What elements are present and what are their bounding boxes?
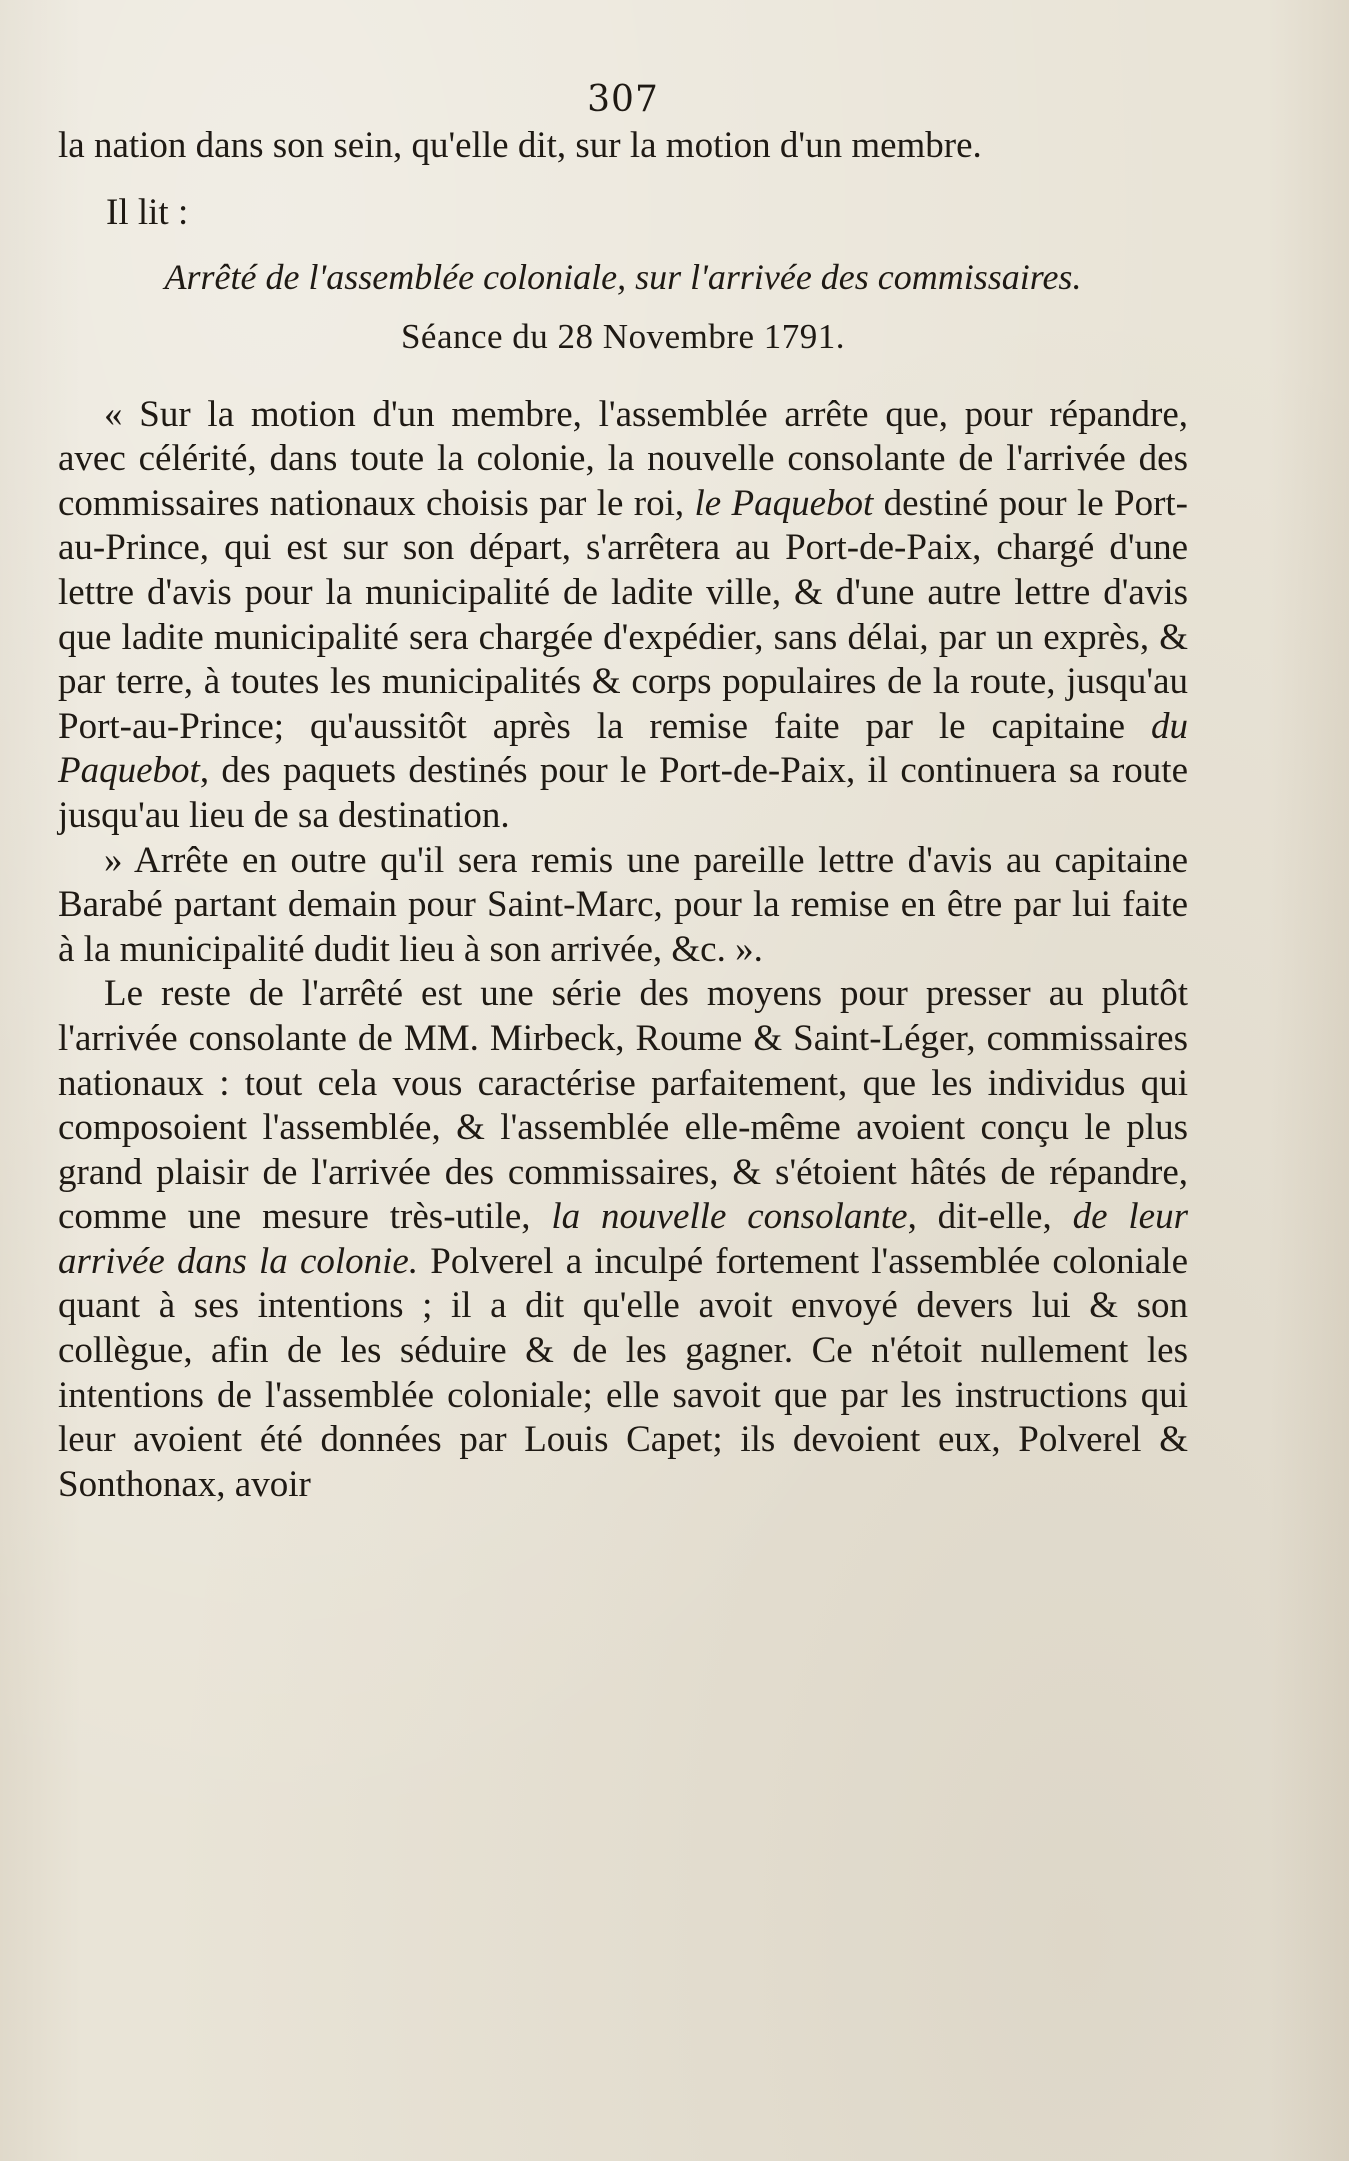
book-page <box>58 80 1188 2100</box>
continuation-paragraph: la nation dans son sein, qu'elle dit, sur la motion d'un membre. <box>58 125 982 166</box>
commentary-paragraph <box>58 972 1188 1507</box>
decree-paragraph-1-part-1: « Sur la motion d'un membre, l'assemblée arrête que, pour répandre, avec célérité, dans toute la colonie, la nouvelle consolante de l'arrivée des commissaires nationaux choisis par le roi, <box>58 393 1188 524</box>
commentary-part-2: , dit-elle, <box>907 1196 1073 1238</box>
session-date: Séance du 28 Novembre 1791. <box>400 316 846 356</box>
commentary-part-1: Le reste de l'arrêté est une série des moyens pour presser au plutôt l'arrivée consolante de MM. Mirbeck, Roume & Saint-Léger, commissaires nationaux : tout cela vous caractérise parfaitement, que les individus qui composoient l'assemblée, & l'assemblée elle-même avoient conçu le plus grand plaisir de l'arrivée des commissaires, & s'étoient hâtés de répandre, comme une mesure très-utile, <box>58 973 1188 1238</box>
commentary-italic-leur-arrivee: de leur arrivée dans la colonie. <box>58 1196 1188 1282</box>
decree-paragraph-1 <box>58 393 1188 839</box>
commentary-italic-nouvelle-consolante: la nouvelle consolante <box>551 1196 908 1238</box>
decree-paragraph-1-italic-du-paquebot: du Paquebot <box>58 705 1188 792</box>
il-lit-line: Il lit : <box>106 191 189 233</box>
page-number: 307 <box>587 79 659 120</box>
decree-title: Arrêté de l'assemblée coloniale, sur l'arrivée des commissaires. <box>164 256 1082 297</box>
decree-paragraph-1-part-2: destiné pour le Port-au-Prince, qui est sur son départ, s'arrêtera au Port-de-Paix, chargé d'une lettre d'avis pour la municipalité de ladite ville, & d'une autre lettre d'avis que ladite municipalité sera chargée d'expédier, sans délai, par un exprès, & par terre, à toutes les municipalités & corps populaires de la route, jusqu'au Port-au-Prince; qu'aussitôt après la remise faite par le capitaine <box>58 482 1189 747</box>
decree-paragraph-1-italic-paquebot: le Paquebot <box>694 482 874 524</box>
commentary-part-3: Polverel a inculpé fortement l'assemblée coloniale quant à ses intentions ; il a dit qu'elle avoit envoyé devers lui & son collègue, afin de les séduire & de les gagner. Ce n'étoit nullement les intentions de l'assemblée coloniale; elle savoit que par les instructions qui leur avoient été données par Louis Capet; ils devoient eux, Polverel & Sonthonax, avoir <box>58 1240 1188 1505</box>
decree-paragraph-1-part-3: , des paquets destinés pour le Port-de-Paix, il continuera sa route jusqu'au lieu de sa destination. <box>58 750 1188 836</box>
decree-paragraph-2: » Arrête en outre qu'il sera remis une pareille lettre d'avis au capitaine Barabé partant demain pour Saint-Marc, pour la remise en être par lui faite à la municipalité dudit lieu à son arrivée, &c. ». <box>58 839 1188 970</box>
